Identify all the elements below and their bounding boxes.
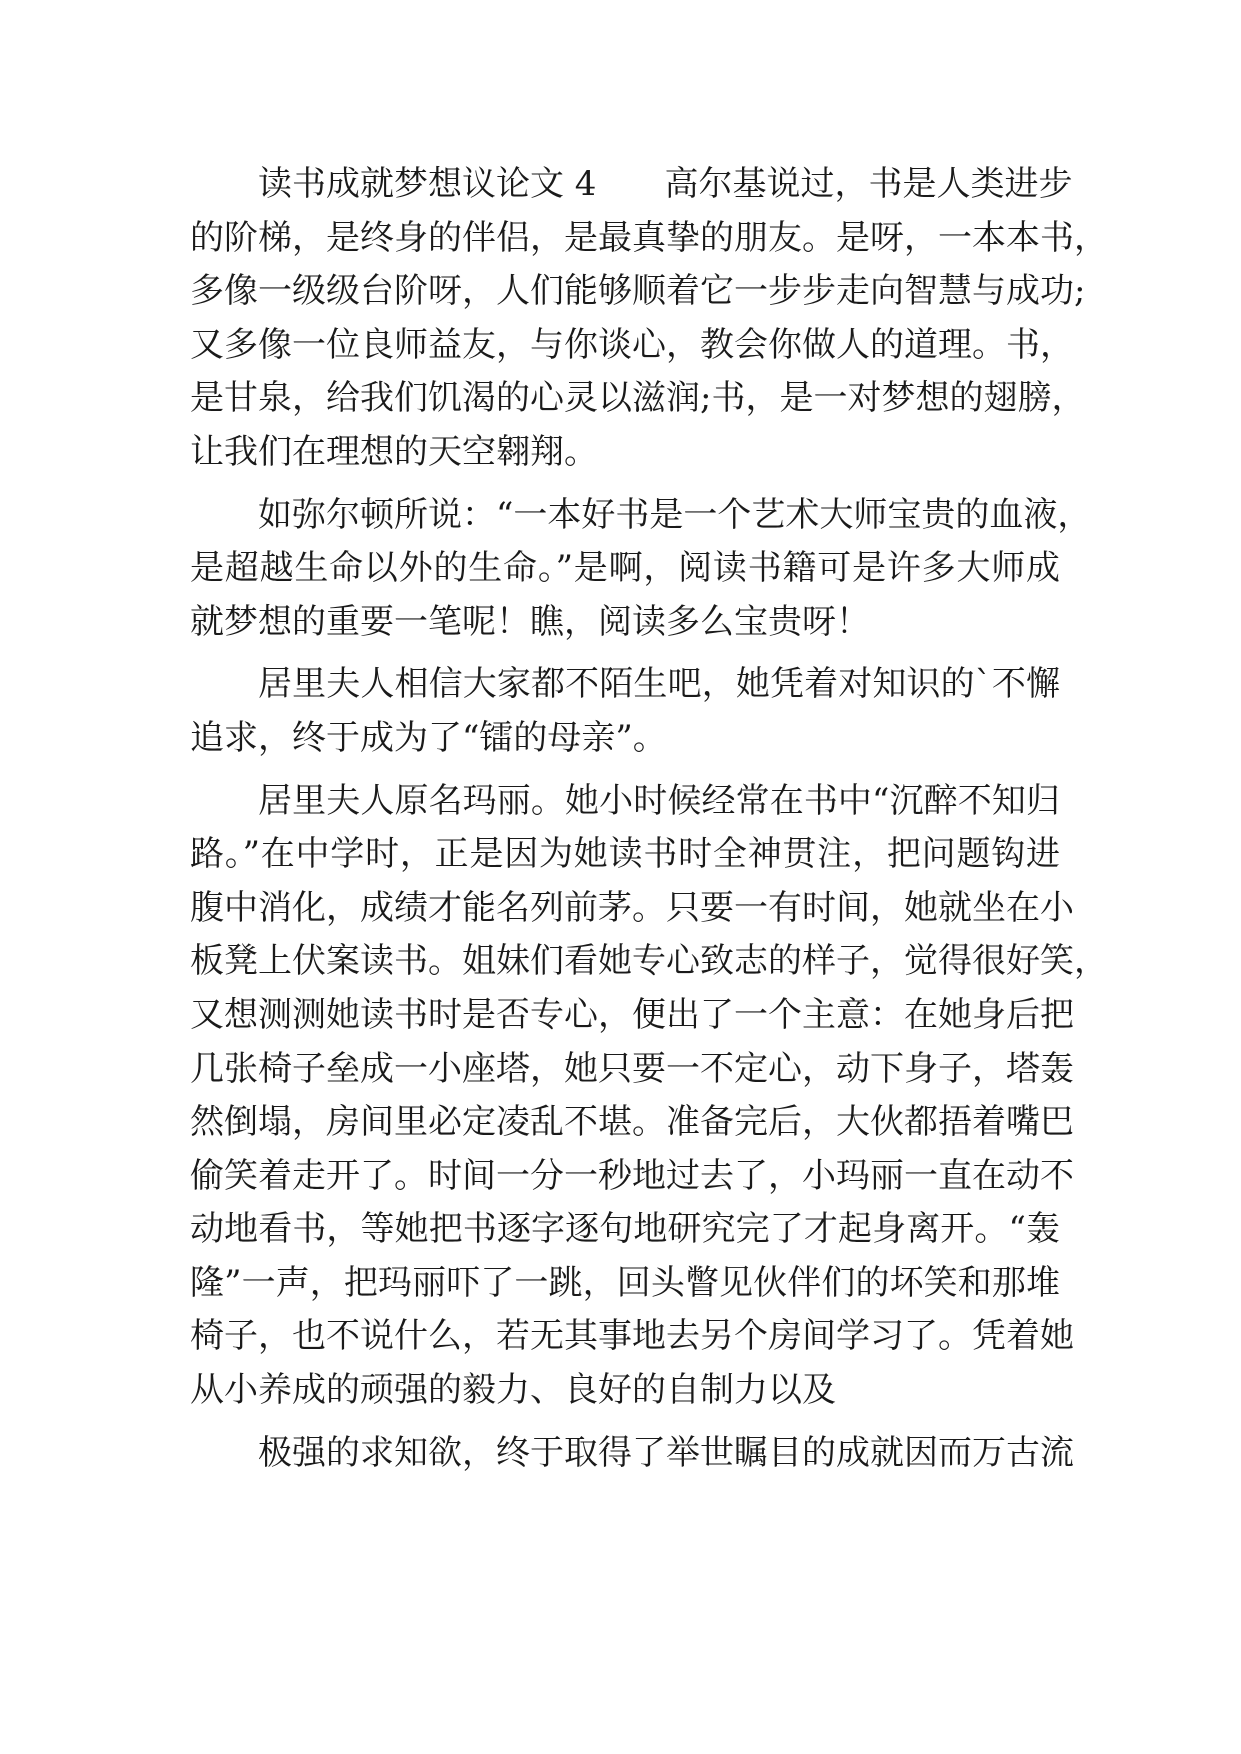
text-line: 然倒塌，房间里必定凌乱不堪。准备完后，大伙都捂着嘴巴 <box>190 1102 1074 1143</box>
text-line: 的阶梯，是终身的伴侣，是最真挚的朋友。是呀，一本本书， <box>190 217 1108 258</box>
text-line: 读书成就梦想议论文 4 高尔基说过，书是人类进步 <box>258 164 1073 204</box>
paragraph-1 <box>190 158 1108 480</box>
text-line: 追求，终于成为了“镭的母亲”。 <box>190 717 667 758</box>
text-line: 偷笑着走开了。时间一分一秒地过去了，小玛丽一直在动不 <box>190 1155 1074 1196</box>
text-line: 多像一级级台阶呀，人们能够顺着它一步步走向智慧与成功; <box>190 271 1086 312</box>
text-line: 板凳上伏案读书。姐妹们看她专心致志的样子，觉得很好笑， <box>190 941 1108 982</box>
text-line: 就梦想的重要一笔呢！瞧，阅读多么宝贵呀！ <box>190 601 870 642</box>
text-line: 又多像一位良师益友，与你谈心，教会你做人的道理。书， <box>190 324 1074 365</box>
text-line: 极强的求知欲，终于取得了举世瞩目的成就因而万古流 <box>258 1432 1074 1473</box>
text-line: 隆”一声，把玛丽吓了一跳，回头瞥见伙伴们的坏笑和那堆 <box>190 1262 1060 1303</box>
text-line: 是超越生命以外的生命。”是啊，阅读书籍可是许多大师成 <box>190 548 1060 589</box>
text-line: 动地看书，等她把书逐字逐句地研究完了才起身离开。“轰 <box>190 1209 1060 1250</box>
text-line: 椅子，也不说什么，若无其事地去另个房间学习了。凭着她 <box>190 1316 1074 1357</box>
document-body <box>190 158 1108 1480</box>
text-line: 如弥尔顿所说：“一本好书是一个艺术大师宝贵的血液， <box>258 494 1092 535</box>
paragraph-3 <box>190 658 1060 765</box>
text-line: 让我们在理想的天空翱翔。 <box>190 431 598 472</box>
text-line: 居里夫人相信大家都不陌生吧，她凭着对知识的`不懈 <box>258 664 1060 705</box>
text-line: 又想测测她读书时是否专心，便出了一个主意：在她身后把 <box>190 994 1074 1035</box>
text-line: 腹中消化，成绩才能名列前茅。只要一有时间，她就坐在小 <box>190 887 1074 928</box>
text-line: 是甘泉，给我们饥渴的心灵以滋润;书，是一对梦想的翅膀， <box>190 378 1086 419</box>
paragraph-4 <box>190 775 1108 1418</box>
text-line: 路。”在中学时，正是因为她读书时全神贯注，把问题钩进 <box>190 834 1060 875</box>
text-line: 几张椅子垒成一小座塔，她只要一不定心，动下身子，塔轰 <box>190 1048 1074 1089</box>
paragraph-2 <box>190 489 1092 650</box>
paragraph-5 <box>190 1427 1074 1481</box>
text-line: 从小养成的顽强的毅力、良好的自制力以及 <box>190 1370 836 1411</box>
text-line: 居里夫人原名玛丽。她小时候经常在书中“沉醉不知归 <box>258 780 1060 821</box>
